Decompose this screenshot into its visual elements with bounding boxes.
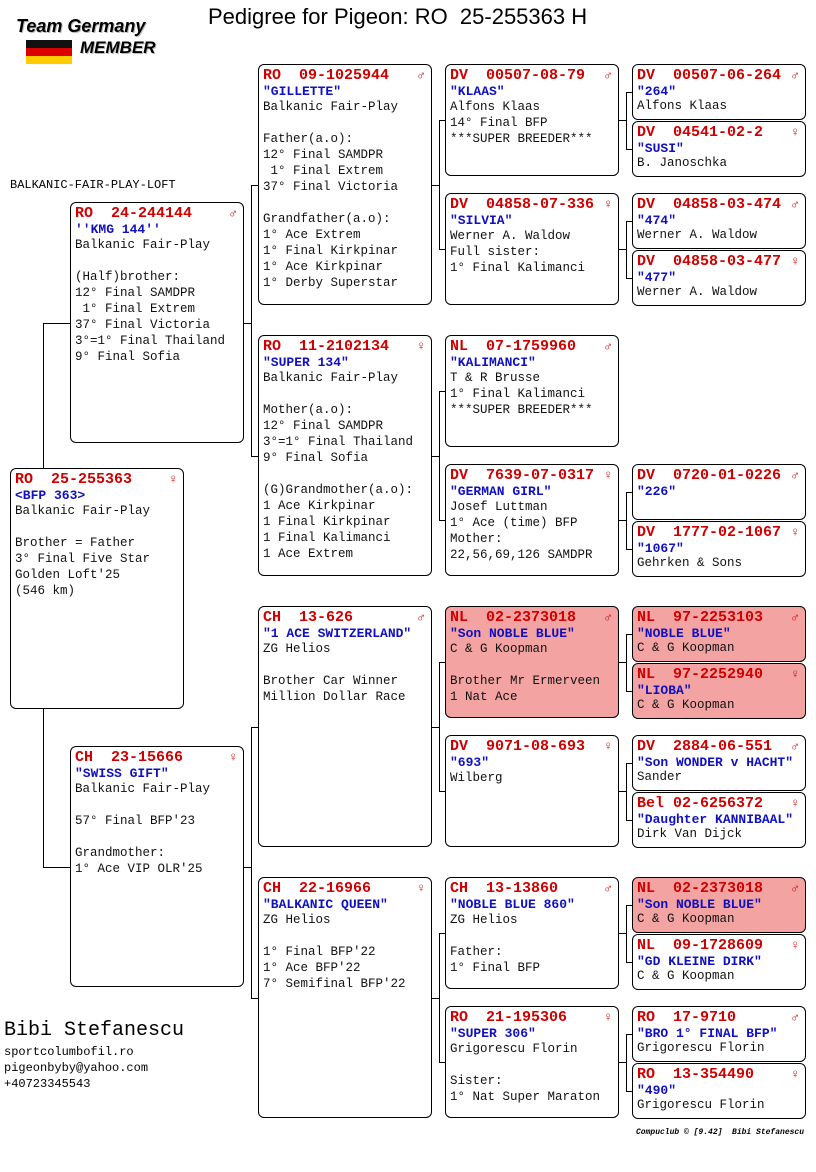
ring-text: CH 13-626 [263, 609, 354, 626]
ring-number [450, 468, 614, 484]
pigeon-info-line: 1 Ace Extrem [263, 547, 354, 561]
pigeon-info-line: 1° Ace VIP OLR'25 [75, 862, 203, 876]
pigeon-info-line: 37° Final Victoria [263, 180, 399, 194]
pigeon-info-line: Werner A. Waldow [450, 229, 571, 243]
pigeon-info-line [450, 1057, 614, 1073]
ring-text: Bel 02-6256372 [637, 795, 764, 812]
ring-text: CH 13-13860 [450, 880, 559, 897]
male-icon: ♂ [791, 68, 799, 83]
ring-text: DV 7639-07-0317 [450, 467, 595, 484]
male-icon: ♂ [604, 881, 612, 896]
pigeon-info-line: Alfons Klaas [450, 100, 541, 114]
pigeon-name: "226" [637, 484, 677, 499]
female-icon: ♀ [791, 254, 799, 269]
connector-line [619, 520, 626, 521]
male-icon: ♂ [791, 610, 799, 625]
pigeon-info-line: 1 Final Kirkpinar [263, 515, 391, 529]
pigeon-name: "KALIMANCI" [450, 355, 536, 370]
pigeon-card-ddds[interactable] [632, 1006, 806, 1062]
pigeon-info-line: 1° Ace Extrem [263, 228, 361, 242]
ring-number [637, 525, 801, 541]
connector-line [619, 933, 626, 934]
pigeon-info-line: 37° Final Victoria [75, 318, 211, 332]
pigeon-card-ssd[interactable] [445, 193, 619, 305]
female-icon: ♀ [229, 750, 237, 765]
pigeon-info-line: Gehrken & Sons [637, 556, 743, 570]
ring-number [637, 667, 801, 683]
pigeon-info-line [263, 195, 427, 211]
pigeon-info-line: 1° Final Extrem [75, 302, 196, 316]
breeder-website: sportcolumbofil.ro [4, 1045, 134, 1059]
pigeon-card-ssds[interactable] [632, 193, 806, 249]
pigeon-info-line [450, 928, 614, 944]
ring-text: DV 2884-06-551 [637, 738, 773, 755]
connector-line [626, 92, 627, 150]
pigeon-name: "BALKANIC QUEEN" [263, 897, 388, 912]
ring-text: DV 04858-03-474 [637, 196, 782, 213]
ring-number [263, 881, 427, 897]
pigeon-info-line: Grandfather(a.o): [263, 212, 391, 226]
pigeon-info-line: Million Dollar Race [263, 690, 406, 704]
pigeon-name: "477" [637, 270, 677, 285]
pigeon-info-line: Golden Loft'25 [15, 568, 121, 582]
ring-number [263, 610, 427, 626]
pigeon-name: "264" [637, 84, 677, 99]
pigeon-card-dss[interactable] [445, 606, 619, 718]
pigeon-name: "474" [637, 213, 677, 228]
pigeon-info-line: Grigorescu Florin [637, 1098, 765, 1112]
pigeon-info-line: 9° Final Sofia [263, 451, 369, 465]
ring-text: RO 25-255363 [15, 471, 133, 488]
pigeon-info-line: 1° Derby Superstar [263, 276, 399, 290]
ring-number [637, 68, 801, 84]
pigeon-info-line [75, 829, 239, 845]
pigeon-info-line [450, 657, 614, 673]
pigeon-name: "SUPER 134" [263, 355, 349, 370]
pigeon-info-line [15, 519, 179, 535]
ring-number [637, 796, 801, 812]
pigeon-info-line: Sister: [450, 1074, 503, 1088]
member-label: MEMBER [80, 38, 156, 57]
ring-text: RO 21-195306 [450, 1009, 568, 1026]
connector-line [626, 1034, 627, 1092]
connector-line [619, 120, 626, 121]
pigeon-card-sss[interactable] [445, 64, 619, 176]
pigeon-card-ssss[interactable] [632, 64, 806, 120]
pigeon-card-dsds[interactable] [632, 735, 806, 791]
ring-number [637, 197, 801, 213]
pigeon-info-line: Werner A. Waldow [637, 228, 758, 242]
pigeon-info-line: 1° Ace Kirkpinar [263, 260, 384, 274]
pigeon-info-line: ***SUPER BREEDER*** [450, 403, 593, 417]
pigeon-card-ddsd[interactable] [632, 934, 806, 990]
connector-line [626, 634, 627, 692]
pigeon-card-ddss[interactable] [632, 877, 806, 933]
pigeon-info-line [263, 466, 427, 482]
connector-line [251, 185, 252, 457]
pigeon-info-line: 12° Final SAMDPR [263, 148, 384, 162]
ring-number [450, 881, 614, 897]
pigeon-card-dsd[interactable] [445, 735, 619, 847]
pigeon-card-dssd[interactable] [632, 663, 806, 719]
pigeon-info-line: Wilberg [450, 771, 503, 785]
ring-text: RO 13-354490 [637, 1066, 755, 1083]
ring-number [263, 68, 427, 84]
pigeon-info-line: 12° Final SAMDPR [75, 286, 196, 300]
pigeon-info-line: 3°=1° Final Thailand [263, 435, 414, 449]
pigeon-name: "GERMAN GIRL" [450, 484, 552, 499]
pigeon-info-line: (Half)brother: [75, 270, 181, 284]
pigeon-info-line [263, 386, 427, 402]
pigeon-name: "NOBLE BLUE 860" [450, 897, 575, 912]
pigeon-info-line: 57° Final BFP'23 [75, 814, 196, 828]
ring-text: CH 23-15666 [75, 749, 184, 766]
pigeon-card-dddd[interactable] [632, 1063, 806, 1119]
male-icon: ♂ [604, 339, 612, 354]
ring-text: DV 04541-02-2 [637, 124, 764, 141]
pigeon-name: "1067" [637, 541, 684, 556]
pigeon-card-sd[interactable] [258, 335, 432, 576]
pigeon-info-line: Dirk Van Dijck [637, 827, 743, 841]
pigeon-info-line: Brother Car Winner [263, 674, 399, 688]
female-icon: ♀ [417, 339, 425, 354]
pigeon-card-main[interactable] [10, 468, 184, 709]
germany-flag-icon [26, 40, 72, 64]
male-icon: ♂ [604, 68, 612, 83]
female-icon: ♀ [791, 125, 799, 140]
breeder-phone: +40723345543 [4, 1077, 91, 1091]
pigeon-name: "Son WONDER v HACHT" [637, 755, 794, 770]
pigeon-info-line [263, 928, 427, 944]
ring-number [637, 1067, 801, 1083]
pigeon-info-line: ZG Helios [263, 642, 331, 656]
female-icon: ♀ [791, 938, 799, 953]
pigeon-info-line: Balkanic Fair-Play [263, 100, 399, 114]
pigeon-info-line: 1° Final BFP'22 [263, 945, 376, 959]
connector-line [43, 709, 44, 867]
pigeon-name: "Daughter KANNIBAAL" [637, 812, 794, 827]
ring-text: DV 1777-02-1067 [637, 524, 782, 541]
connector-line [251, 998, 258, 999]
female-icon: ♀ [604, 739, 612, 754]
pigeon-info-line: 1 Ace Kirkpinar [263, 499, 376, 513]
connector-line [251, 456, 258, 457]
female-icon: ♀ [417, 881, 425, 896]
ring-number [75, 206, 239, 222]
pigeon-info-line: Balkanic Fair-Play [75, 238, 211, 252]
pigeon-info-line: Full sister: [450, 245, 541, 259]
connector-line [432, 727, 439, 728]
pigeon-card-dsdd[interactable] [632, 792, 806, 848]
pigeon-card-ds[interactable] [258, 606, 432, 847]
pigeon-name: "SUPER 306" [450, 1026, 536, 1041]
male-icon: ♂ [791, 1010, 799, 1025]
ring-number [450, 339, 614, 355]
connector-line [432, 185, 439, 186]
ring-number [263, 339, 427, 355]
pigeon-info-line: Grigorescu Florin [450, 1042, 578, 1056]
ring-number [637, 739, 801, 755]
pigeon-info-line: Sander [637, 770, 683, 784]
male-icon: ♂ [229, 206, 237, 221]
pigeon-card-dds[interactable] [445, 877, 619, 989]
female-icon: ♀ [169, 472, 177, 487]
pigeon-info-line: Grigorescu Florin [637, 1041, 765, 1055]
connector-line [619, 662, 626, 663]
pigeon-card-ss[interactable] [258, 64, 432, 305]
page-title: Pedigree for Pigeon: RO 25-255363 H [208, 4, 588, 29]
ring-number [637, 610, 801, 626]
pigeon-name: "NOBLE BLUE" [637, 626, 731, 641]
pigeon-info-line: Brother = Father [15, 536, 136, 550]
pigeon-info-line: 1 Final Kalimanci [263, 531, 391, 545]
female-icon: ♀ [791, 667, 799, 682]
ring-text: RO 11-2102134 [263, 338, 390, 355]
ring-number [450, 739, 614, 755]
breeder-name: Bibi Stefanescu [4, 1019, 185, 1042]
pigeon-card-ssdd[interactable] [632, 250, 806, 306]
ring-number [450, 197, 614, 213]
ring-number [15, 472, 179, 488]
pigeon-info-line: Alfons Klaas [637, 99, 728, 113]
pigeon-card-dam[interactable] [70, 746, 244, 987]
pigeon-name: "GD KLEINE DIRK" [637, 954, 762, 969]
connector-line [439, 120, 440, 250]
connector-line [432, 456, 439, 457]
ring-number [637, 1010, 801, 1026]
female-icon: ♀ [791, 525, 799, 540]
ring-number [637, 125, 801, 141]
pigeon-info-line [75, 253, 239, 269]
pigeon-info-line: ZG Helios [263, 913, 331, 927]
ring-text: DV 0720-01-0226 [637, 467, 782, 484]
ring-text: NL 02-2373018 [450, 609, 577, 626]
pigeon-info-line: 1° Final Kalimanci [450, 387, 586, 401]
loft-name: BALKANIC-FAIR-PLAY-LOFT [10, 178, 176, 192]
connector-line [43, 323, 70, 324]
pigeon-info-line: 14° Final BFP [450, 116, 548, 130]
breeder-email: pigeonbyby@yahoo.com [4, 1061, 149, 1075]
female-icon: ♀ [791, 796, 799, 811]
pigeon-card-sdds[interactable] [632, 464, 806, 520]
ring-text: NL 09-1728609 [637, 937, 764, 954]
male-icon: ♂ [417, 68, 425, 83]
female-icon: ♀ [604, 1010, 612, 1025]
connector-line [626, 492, 627, 550]
pigeon-info-line: C & G Koopman [637, 969, 735, 983]
pigeon-name: "BRO 1° FINAL BFP" [637, 1026, 778, 1041]
pigeon-name: "GILLETTE" [263, 84, 342, 99]
pigeon-card-ddd[interactable] [445, 1006, 619, 1118]
connector-line [43, 323, 44, 468]
pigeon-info-line: (546 km) [15, 584, 76, 598]
pigeon-info-line: 1° Ace BFP'22 [263, 961, 361, 975]
connector-line [619, 791, 626, 792]
ring-text: DV 00507-08-79 [450, 67, 586, 84]
pigeon-info-line: Father: [450, 945, 503, 959]
pigeon-info-line: Balkanic Fair-Play [263, 371, 399, 385]
pigeon-name: "Son NOBLE BLUE" [450, 626, 575, 641]
pigeon-info-line: C & G Koopman [450, 642, 548, 656]
pigeon-info-line: C & G Koopman [637, 641, 735, 655]
pigeon-name: "SWISS GIFT" [75, 766, 169, 781]
connector-line [43, 867, 70, 868]
pigeon-info-line: Werner A. Waldow [637, 285, 758, 299]
connector-line [439, 933, 440, 1063]
female-icon: ♀ [791, 1067, 799, 1082]
pigeon-info-line: Balkanic Fair-Play [15, 504, 151, 518]
pigeon-card-sds[interactable] [445, 335, 619, 447]
pigeon-info-line: Mother(a.o): [263, 403, 354, 417]
pigeon-name: "SILVIA" [450, 213, 513, 228]
pigeon-card-dd[interactable] [258, 877, 432, 1118]
pigeon-info-line: 3° Final Five Star [15, 552, 151, 566]
pigeon-name: "LIOBA" [637, 683, 692, 698]
pigeon-info-line: 1° Nat Super Maraton [450, 1090, 601, 1104]
connector-line [251, 727, 258, 728]
pigeon-info-line: ZG Helios [450, 913, 518, 927]
female-icon: ♀ [604, 468, 612, 483]
pigeon-info-line: 1° Final BFP [450, 961, 541, 975]
pigeon-info-line: Josef Luttman [450, 500, 548, 514]
pigeon-info-line [75, 797, 239, 813]
pigeon-info-line: C & G Koopman [637, 912, 735, 926]
connector-line [244, 867, 251, 868]
connector-line [439, 662, 440, 792]
female-icon: ♀ [604, 197, 612, 212]
pigeon-info-line [263, 657, 427, 673]
pigeon-card-sssd[interactable] [632, 121, 806, 177]
male-icon: ♂ [791, 468, 799, 483]
ring-number [450, 1010, 614, 1026]
connector-line [619, 249, 626, 250]
ring-text: DV 00507-06-264 [637, 67, 782, 84]
pigeon-card-dsss[interactable] [632, 606, 806, 662]
ring-number [75, 750, 239, 766]
pigeon-name: ''KMG 144'' [75, 222, 161, 237]
pigeon-info-line: 3°=1° Final Thailand [75, 334, 226, 348]
pigeon-info-line: 1 Nat Ace [450, 690, 518, 704]
ring-text: RO 24-244144 [75, 205, 193, 222]
ring-text: RO 09-1025944 [263, 67, 390, 84]
ring-text: DV 04858-07-336 [450, 196, 595, 213]
pigeon-info-line: B. Janoschka [637, 156, 728, 170]
ring-text: DV 9071-08-693 [450, 738, 586, 755]
connector-line [626, 221, 627, 279]
pigeon-info-line: 1° Final Extrem [263, 164, 384, 178]
pigeon-card-sdd[interactable] [445, 464, 619, 576]
pigeon-name: "693" [450, 755, 490, 770]
male-icon: ♂ [417, 610, 425, 625]
ring-number [637, 938, 801, 954]
connector-line [251, 185, 258, 186]
pigeon-info-line: 12° Final SAMDPR [263, 419, 384, 433]
pigeon-info-line: Grandmother: [75, 846, 166, 860]
pigeon-info-line: 1° Final Kalimanci [450, 261, 586, 275]
ring-text: NL 07-1759960 [450, 338, 577, 355]
connector-line [626, 763, 627, 821]
pigeon-name: "490" [637, 1083, 677, 1098]
pigeon-info-line: Father(a.o): [263, 132, 354, 146]
male-icon: ♂ [791, 197, 799, 212]
pigeon-name: "SUSI" [637, 141, 684, 156]
connector-line [432, 998, 439, 999]
connector-line [251, 727, 252, 999]
pigeon-card-sddd[interactable] [632, 521, 806, 577]
connector-line [619, 1062, 626, 1063]
ring-text: CH 22-16966 [263, 880, 372, 897]
pigeon-name: <BFP 363> [15, 488, 86, 503]
ring-number [637, 254, 801, 270]
team-germany-label: Team Germany [16, 16, 146, 36]
pigeon-info-line: Balkanic Fair-Play [75, 782, 211, 796]
ring-text: NL 02-2373018 [637, 880, 764, 897]
pigeon-info-line: Brother Mr Ermerveen [450, 674, 601, 688]
ring-text: NL 97-2253103 [637, 609, 764, 626]
male-icon: ♂ [791, 739, 799, 754]
pigeon-info-line: ***SUPER BREEDER*** [450, 132, 593, 146]
pigeon-name: "KLAAS" [450, 84, 505, 99]
ring-text: DV 04858-03-477 [637, 253, 782, 270]
pigeon-card-sire[interactable] [70, 202, 244, 443]
connector-line [439, 391, 440, 521]
pigeon-info-line: 7° Semifinal BFP'22 [263, 977, 406, 991]
ring-number [450, 610, 614, 626]
ring-number [637, 881, 801, 897]
pigeon-info-line: 9° Final Sofia [75, 350, 181, 364]
ring-text: NL 97-2252940 [637, 666, 764, 683]
pigeon-info-line: C & G Koopman [637, 698, 735, 712]
pigeon-info-line: 1° Final Kirkpinar [263, 244, 399, 258]
pigeon-name: "Son NOBLE BLUE" [637, 897, 762, 912]
pigeon-info-line: 22,56,69,126 SAMDPR [450, 548, 593, 562]
male-icon: ♂ [791, 881, 799, 896]
connector-line [244, 323, 251, 324]
ring-text: RO 17-9710 [637, 1009, 737, 1026]
pigeon-info-line: Mother: [450, 532, 503, 546]
ring-number [450, 68, 614, 84]
pigeon-info-line [263, 115, 427, 131]
pigeon-info-line: T & R Brusse [450, 371, 541, 385]
male-icon: ♂ [604, 610, 612, 625]
connector-line [626, 905, 627, 963]
pigeon-name: "1 ACE SWITZERLAND" [263, 626, 412, 641]
pigeon-info-line: 1° Ace (time) BFP [450, 516, 578, 530]
ring-number [637, 468, 801, 484]
pigeon-info-line: (G)Grandmother(a.o): [263, 483, 414, 497]
footer-credit: Compuclub © [9.42] Bibi Stefanescu [636, 1128, 805, 1137]
